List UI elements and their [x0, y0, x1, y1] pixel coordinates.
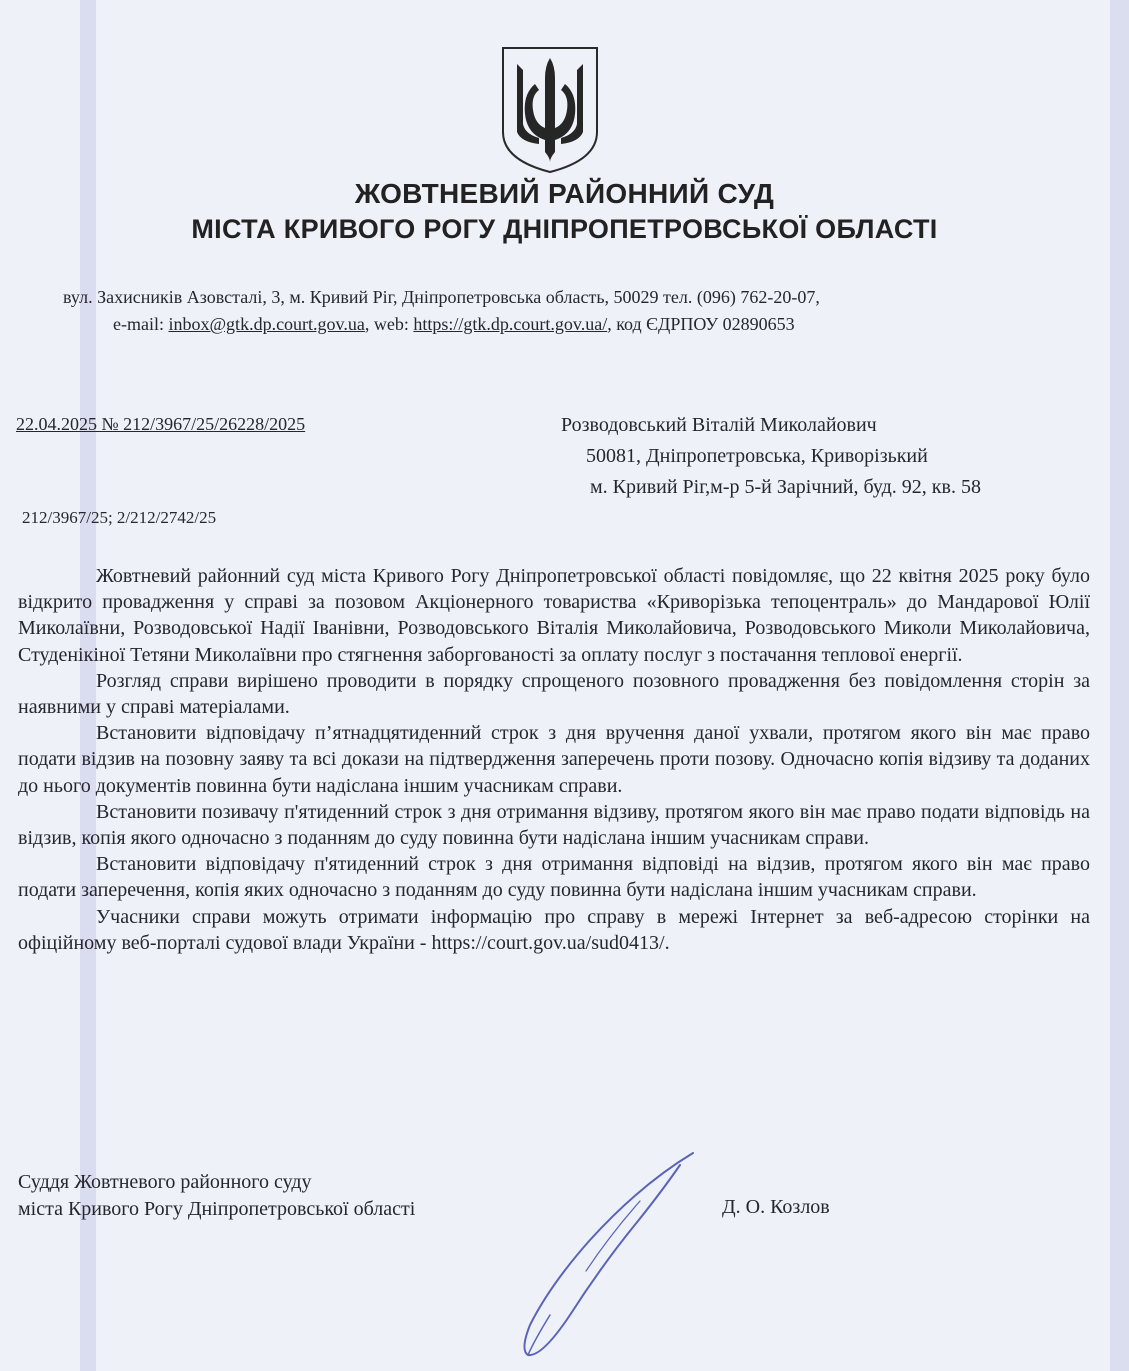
judge-title: [18, 1169, 415, 1223]
paragraph-objection-deadline: Встановити відповідачу п'ятиденний строк з дня отримання відповіді на відзив, протягом якого він має право подати заперечення, копія яких одночасно з поданням до суду повинна бути надіслана іншим учасникам справи.: [18, 853, 1090, 902]
judge-name: Д. О. Козлов: [722, 1196, 830, 1218]
paragraph-defendant-deadline: Встановити відповідачу п’ятнадцятиденний строк з дня вручення даної ухвали, протягом якого він має право подати відзив на позовну заяву та всі докази на підтвердження заперечень проти позову. Одночасно копія відзиву та доданих до нього документів повинна бути надіслана іншим учасникам справи.: [18, 722, 1090, 797]
judge-title-line1: Суддя Жовтневого районного суду: [18, 1171, 312, 1193]
court-address-line: вул. Захисників Азовсталі, 3, м. Кривий Ріг, Дніпропетровська область, 50029 тел. (096) 762-20-07,: [63, 287, 820, 307]
court-name-line1: ЖОВТНЕВИЙ РАЙОННИЙ СУД: [354, 178, 775, 209]
web-label: , web:: [364, 314, 414, 334]
ukraine-trident-emblem-icon: [499, 44, 601, 176]
case-references: 212/3967/25; 2/212/2742/25: [22, 508, 217, 527]
paragraph-notice: Жовтневий районний суд міста Кривого Рогу Дніпропетровської області повідомляє, що 22 квітня 2025 року було відкрито провадження у справі за позовом Акціонерного товариства «Криворізька тепоцентраль» до Мандарової Юлії Миколаївни, Розводовської Надії Іванівни, Розводовського Віталія Миколайовича, Розводовського Миколи Миколайовича, Студенікіної Тетяни Миколаївни про стягнення заборгованості за оплату послуг з постачання теплової енергії.: [18, 565, 1090, 666]
handwritten-signature-icon: [490, 1145, 710, 1365]
court-name-line2: МІСТА КРИВОГО РОГУ ДНІПРОПЕТРОВСЬКОЇ ОБЛАСТІ: [191, 214, 938, 244]
addressee-address-line2: м. Кривий Ріг,м-р 5-й Зарічний, буд. 92, кв. 58: [590, 476, 981, 498]
court-contacts-line: [113, 314, 795, 335]
paragraph-plaintiff-deadline: Встановити позивачу п'ятиденний строк з дня отримання відзиву, протягом якого він має право подати відповідь на відзив, копія якого одночасно з поданням до суду повинна бути надіслана іншим учасникам справи.: [18, 800, 1090, 850]
addressee-name: Розводовський Віталій Миколайович: [561, 414, 877, 436]
paragraph-procedure: Розгляд справи вирішено проводити в порядку спрощеного позовного провадження без повідомлення сторін за наявними у справі матеріалами.: [18, 669, 1090, 719]
judge-title-line2: міста Кривого Рогу Дніпропетровської області: [18, 1198, 416, 1220]
addressee-address-line1: 50081, Дніпропетровська, Криворізький: [586, 445, 928, 467]
edrpou-code: , код ЄДРПОУ 02890653: [607, 314, 795, 334]
website-link[interactable]: https://gtk.dp.court.gov.ua/: [413, 314, 608, 334]
email-label: e-mail:: [113, 314, 169, 334]
letter-body: [18, 563, 1090, 956]
paragraph-online-info: Учасники справи можуть отримати інформацію про справу в мережі Інтернет за веб-адресою сторінки на офіційному веб-порталі судової влади України - https://court.gov.ua/sud0413/.: [18, 905, 1090, 954]
email-link[interactable]: inbox@gtk.dp.court.gov.ua: [168, 314, 365, 334]
registration-number: 22.04.2025 № 212/3967/25/26228/2025: [16, 414, 306, 434]
